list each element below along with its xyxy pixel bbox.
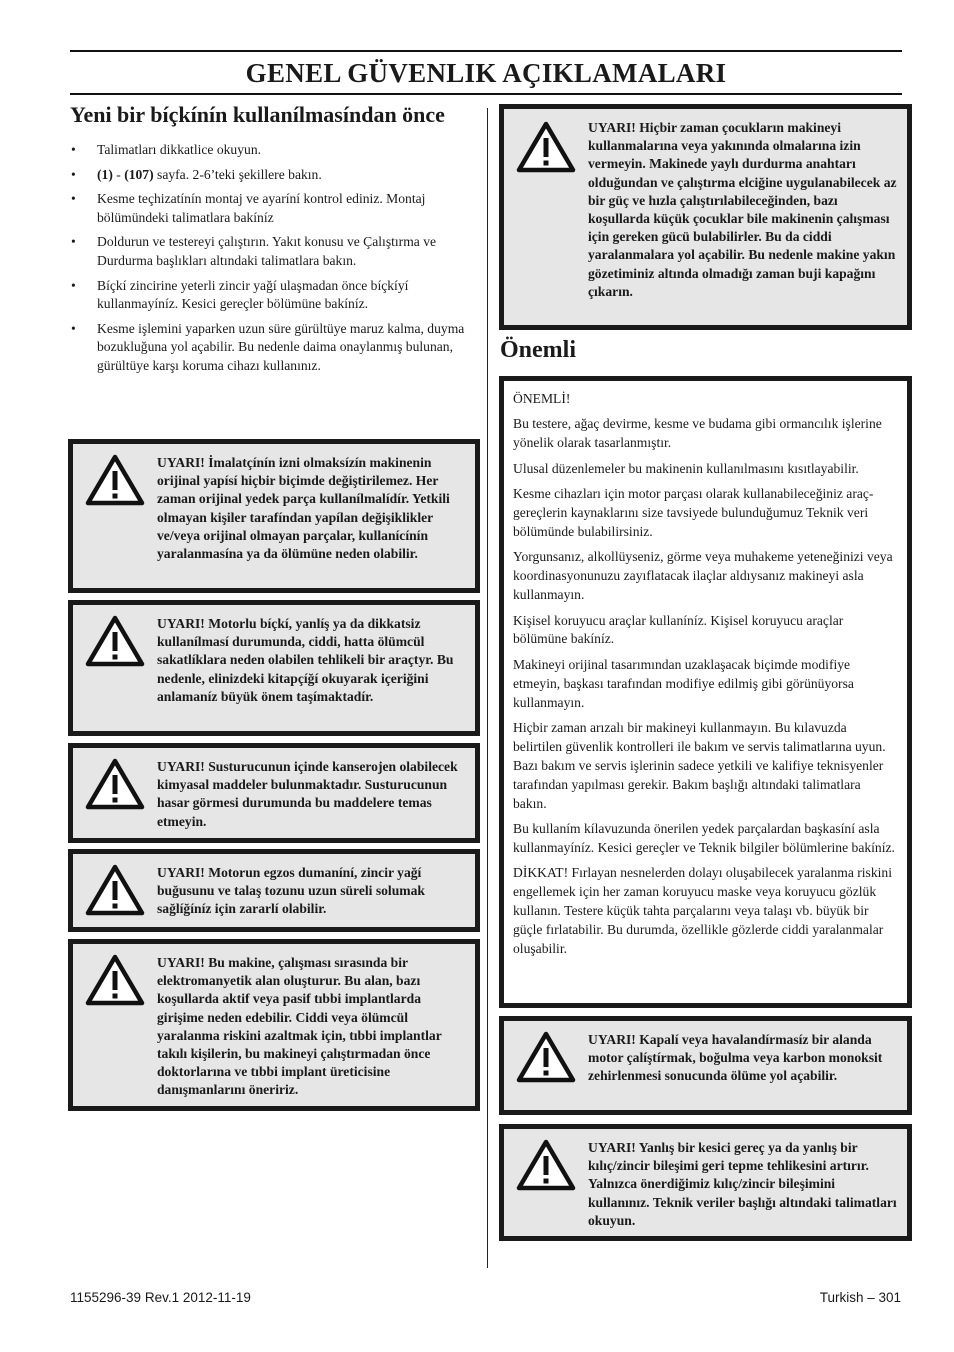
list-item-text: Kesme işlemini yaparken uzun süre gürültüye maruz kalma, duyma bozukluğuna yol açabilir. Bu nedenle daima onaylanmış bulunan, gürültüye karşı koruma cihazı kullanınız. <box>97 320 465 373</box>
notice-paragraph: Hiçbir zaman arızalı bir makineyi kullanmayın. Bu kılavuzda belirtilen güvenlik kontrolleri ile bakım ve servis talimatlarına uyun. Bazı bakım ve servis işlerinin sadece yetkili ve kalifiye teknisyenler tarafından yapılması gerekir. Bakım başlığı altındaki talimatlara bakın. <box>513 720 886 811</box>
notice-paragraph: Bu kullaním kílavuzunda önerilen yedek parçalardan başkasíní asla kullanmayíníz. Kesici gereçler ve Teknik bilgiler bölümlerine bakíníz. <box>513 821 895 856</box>
warning-box-electromagnetic <box>68 939 480 1111</box>
warning-text: UYARI! Hiçbir zaman çocukların makineyi kullanmalarına veya yakınında olmalarına izin vermeyin. Makinede yaylı durdurma anahtarı olduğundan ve çalıştırma elciğine uygulanabilecek az bir güç ve hızla çalıştırılabileceğinden, bazı koşullarda küçük çocuklar bile makinenin çalışması için gereken gücü bulabilirler. Bu da ciddi yaralanmalara yol açabilir. Bu nedenle makine yakın gözetiminiz altında olmadığı zaman buji kapağını çıkarın. <box>588 120 897 299</box>
list-item <box>70 141 480 160</box>
list-item <box>70 320 480 376</box>
notice-paragraph: Yorgunsanız, alkollüyseniz, görme veya muhakeme yeteneğinizi veya koordinasyonunuzu zayıflatacak ilaçlar aldıysanız makineyi asla kullanmayın. <box>513 549 893 603</box>
section-title-important: Önemli <box>500 337 576 363</box>
notice-heading: ÖNEMLİ! <box>513 391 571 406</box>
range-dash: - <box>112 166 125 182</box>
warning-box-kickback <box>499 1124 912 1241</box>
notice-paragraph: Bu testere, ağaç devirme, kesme ve budama gibi ormancılık işlerine yönelik olarak tasarlanmıştır. <box>513 416 882 451</box>
notice-paragraph: Kesme cihazları için motor parçası olarak kullanabileceğiniz araç-gereçlerin kaynaklarını size tavsiyede bulunduğumuz Teknik veri bölümünde bulabilirsiniz. <box>513 486 874 539</box>
warning-triangle-icon <box>516 121 576 173</box>
notice-paragraph: Makineyi orijinal tasarımından uzaklaşacak biçimde modifiye etmeyin, başkası tarafından modifiye edilmiş gibi görünüyorsa kullanmayın. <box>513 656 854 710</box>
warning-box-children <box>499 104 912 330</box>
column-divider <box>487 108 488 1268</box>
list-item <box>70 190 480 227</box>
header-rule-top <box>70 50 902 52</box>
warning-text: UYARI! Motorlu bíçkí, yanlíş ya da dikkatsiz kullanílmasí durumunda, ciddi, hatta ölümcül sakatlíklara neden olabilen tehlikeli bir araçtyr. Bu nedenle, elinizdeki kitapçíğí okuyarak içeriğini anlamaníz büyük önem taşímaktadír. <box>157 616 454 704</box>
warning-triangle-icon <box>85 454 145 506</box>
bullet-icon: • <box>71 191 76 207</box>
precaution-list <box>70 141 480 376</box>
page-number: Turkish – 301 <box>819 1290 901 1305</box>
important-notice-box <box>499 376 912 1008</box>
warning-box-modification <box>68 439 480 593</box>
list-item-text: Bíçkí zincirine yeterli zincir yağí ulaşmadan önce bíçkíyí kullanmayíníz. Kesici gereçler bölümüne bakíníz. <box>97 277 409 312</box>
warning-triangle-icon <box>85 864 145 916</box>
list-item <box>70 233 480 270</box>
warning-triangle-icon <box>85 954 145 1006</box>
warning-text: UYARI! Yanlış bir kesici gereç ya da yanlış bir kılıç/zincir bileşimi geri tepme tehlikesini artırır. Yalnızca önerdiğimiz kılıç/zincir bileşimini kullanınız. Teknik veriler başlığı altındaki talimatları okuyun. <box>588 1140 897 1228</box>
page-title: GENEL GÜVENLIK AÇIKLAMALARI <box>245 58 727 88</box>
warning-triangle-icon <box>516 1139 576 1191</box>
warning-text: UYARI! Kapalí veya havalandírmasíz bir alanda motor çalíştírmak, boğulma veya karbon monoksit zehirlenmesi sonucunda ölüme yol açabilir. <box>588 1032 883 1084</box>
section-title-before-use: Yeni bir bíçkínín kullanílmasíndan önce <box>70 102 445 127</box>
left-column <box>70 100 480 382</box>
bullet-icon: • <box>71 320 76 336</box>
warning-box-ventilation <box>499 1016 912 1115</box>
bullet-icon: • <box>71 142 76 157</box>
document-id: 1155296-39 Rev.1 2012-11-19 <box>70 1290 251 1305</box>
bullet-icon: • <box>71 166 76 182</box>
warning-text: UYARI! Susturucunun içinde kanserojen olabilecek kimyasal maddeler bulunmaktadır. Susturucunun hasar görmesi durumunda bu maddelere temas etmeyin. <box>157 759 458 829</box>
bullet-icon: • <box>71 234 76 250</box>
warning-triangle-icon <box>85 758 145 810</box>
notice-paragraph: Kişisel koruyucu araçlar kullaníníz. Kişisel koruyucu araçlar bölümüne bakíníz. <box>513 612 844 647</box>
list-item <box>70 166 480 185</box>
warning-triangle-icon <box>516 1031 576 1083</box>
warning-text: UYARI! Motorun egzos dumaníní, zincir yağí buğusunu ve talaş tozunu uzun süreli solumak sağlíğíníz için zararlí olabilir. <box>157 865 425 917</box>
warning-triangle-icon <box>85 615 145 667</box>
list-item-text: Talimatları dikkatlice okuyun. <box>97 142 262 157</box>
figure-ref-end: (107) <box>124 166 154 182</box>
list-item <box>70 277 480 314</box>
warning-text: UYARI! İmalatçínín izni olmaksízín makinenin orijinal yapísí hiçbir biçimde değiştirilemez. Her zaman orijinal yedek parça kullanílmalídír. Yetkili olmayan kişiler tarafíndan yapílan değişiklikler ve/veya orijinal olmayan parçalar, kullanícínín yaralanmasína ya da ölümüne neden olabilir. <box>157 455 450 562</box>
figure-ref-start: (1) <box>97 166 113 182</box>
warning-box-muffler <box>68 743 480 843</box>
warning-text: UYARI! Bu makine, çalışması sırasında bir elektromanyetik alan oluşturur. Bu alan, bazı koşullarda aktif veya pasif tıbbi implantlarda girişime neden edebilir. Ciddi veya ölümcül yaralanma riskini azaltmak için, tıbbi implantlar takılı kişilerin, bu makineyi çalıştırmadan önce doktorlarına ve tıbbi implant üreticisine danışmanlarını öneririz. <box>157 955 442 1098</box>
warning-box-exhaust <box>68 849 480 932</box>
notice-paragraph: Ulusal düzenlemeler bu makinenin kullanılmasını kısıtlayabilir. <box>513 460 859 476</box>
warning-box-dangerous-tool <box>68 600 480 736</box>
header-rule-bottom <box>70 93 902 95</box>
bullet-icon: • <box>71 277 76 293</box>
notice-paragraph: DİKKAT! Fırlayan nesnelerden dolayı oluşabilecek yaralanma riskini engellemek için her zaman koruyucu maske veya koruyucu gözlük kullanın. Testere küçük tahta parçalarını veya talaşı vb. büyük bir güçle fırlatabilir. Bu durumda, özellikle gözlerde ciddi yaralanmalar oluşabilir. <box>513 865 892 957</box>
list-item-text: sayfa. 2-6’teki şekillere bakın. <box>153 166 322 182</box>
list-item-text: Doldurun ve testereyi çalıştırın. Yakıt konusu ve Çalıştırma ve Durdurma başlıkları altındaki talimatlara bakın. <box>97 234 437 268</box>
list-item-text: Kesme teçhizatínín montaj ve ayaríní kontrol ediniz. Montaj bölümündeki talimatlara bakíníz <box>97 191 426 225</box>
